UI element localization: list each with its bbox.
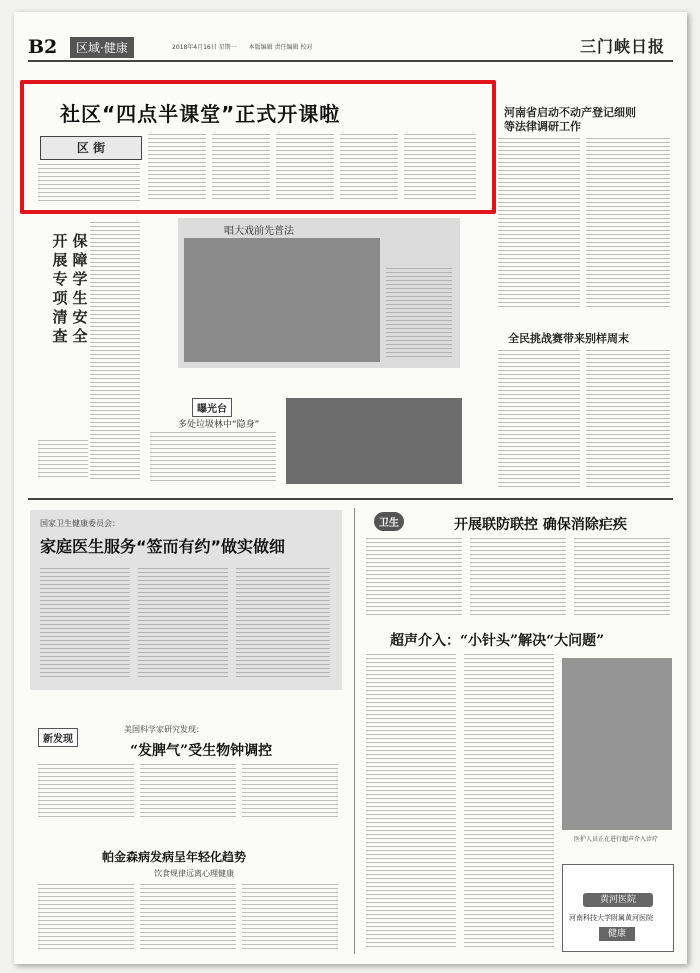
family-doctor-text-1 bbox=[40, 568, 130, 678]
page-number: B2 bbox=[28, 36, 58, 58]
ultrasound-photo bbox=[562, 658, 672, 830]
highlight-box bbox=[20, 80, 496, 214]
right-text-1b bbox=[586, 138, 670, 308]
science-kicker: 美国科学家研究发现： bbox=[124, 725, 204, 734]
hospital-logo-box bbox=[562, 864, 674, 952]
lead-headline: 社区“四点半课堂”正式开课啦 bbox=[60, 102, 341, 126]
exposure-badge: 曝光台 bbox=[192, 398, 232, 417]
parkinson-text-1 bbox=[38, 884, 134, 950]
parkinson-text-2 bbox=[140, 884, 236, 950]
prevention-text-2 bbox=[470, 538, 566, 616]
exposure-title: 多处垃圾林中“隐身” bbox=[178, 420, 260, 430]
prevention-badge: 卫生 bbox=[374, 512, 404, 531]
prevention-text-3 bbox=[574, 538, 670, 616]
garbage-photo bbox=[286, 398, 462, 484]
family-doctor-kicker: 国家卫生健康委员会： bbox=[40, 519, 120, 528]
right-headline-2: 等法律调研工作 bbox=[504, 120, 581, 133]
column-divider bbox=[354, 508, 355, 954]
family-doctor-text-2 bbox=[138, 568, 228, 678]
science-headline: “发脾气”受生物钟调控 bbox=[130, 743, 273, 759]
prevention-headline: 开展联防联控 确保消除疟疾 bbox=[454, 517, 627, 533]
family-doctor-panel bbox=[30, 510, 342, 690]
ultrasound-text-2 bbox=[464, 654, 554, 950]
parkinson-text-3 bbox=[242, 884, 338, 950]
section-label: 区域·健康 bbox=[70, 37, 134, 58]
ultrasound-headline: 超声介入：“小针头”解决“大问题” bbox=[390, 633, 605, 649]
right-text-1a bbox=[498, 138, 580, 308]
right-headline-1: 河南省启动不动产登记细则 bbox=[504, 106, 636, 119]
header-rule bbox=[28, 60, 673, 62]
mid-rule bbox=[28, 498, 673, 500]
science-text-3 bbox=[242, 764, 338, 820]
newspaper-page bbox=[14, 12, 687, 964]
right-headline-3: 全民挑战赛带来别样周末 bbox=[508, 332, 629, 345]
left-text-bottom bbox=[38, 440, 88, 480]
column-label: 区 街 bbox=[40, 136, 142, 160]
parkinson-headline: 帕金森病发病呈年轻化趋势 bbox=[102, 850, 247, 864]
right-text-2a bbox=[498, 350, 580, 490]
photo-text bbox=[386, 268, 452, 358]
photo-caption: 唱大戏前先普法 bbox=[224, 226, 294, 237]
photo-panel bbox=[178, 218, 460, 368]
left-text bbox=[90, 222, 140, 480]
hospital-name: 黄河医院 bbox=[583, 893, 653, 907]
opera-photo bbox=[184, 238, 380, 362]
ultrasound-text-1 bbox=[366, 654, 456, 950]
masthead-logo: 三门峡日报 bbox=[579, 37, 665, 56]
prevention-text-1 bbox=[366, 538, 462, 616]
vertical-headline-2: 保 障 学 生 安 全 bbox=[72, 232, 88, 345]
hospital-tag: 健康 bbox=[599, 927, 635, 941]
family-doctor-text-3 bbox=[236, 568, 330, 678]
exposure-text bbox=[150, 432, 276, 482]
science-text-1 bbox=[38, 764, 134, 820]
right-text-2b bbox=[586, 350, 670, 490]
ultrasound-photo-caption: 医护人员正在进行超声介入诊疗 bbox=[574, 836, 659, 843]
hospital-sub: 河南科技大学附属黄河医院 bbox=[569, 914, 653, 922]
dateline: 2018年4月16日 星期一 本版编辑 责任编辑 校对 bbox=[172, 44, 313, 51]
parkinson-subhead: 饮食规律远离心理健康 bbox=[154, 869, 234, 878]
family-doctor-headline: 家庭医生服务“签而有约”做实做细 bbox=[40, 537, 286, 556]
science-text-2 bbox=[140, 764, 236, 820]
vertical-headline-1: 开 展 专 项 清 查 bbox=[52, 232, 68, 345]
science-badge: 新发现 bbox=[38, 728, 78, 747]
